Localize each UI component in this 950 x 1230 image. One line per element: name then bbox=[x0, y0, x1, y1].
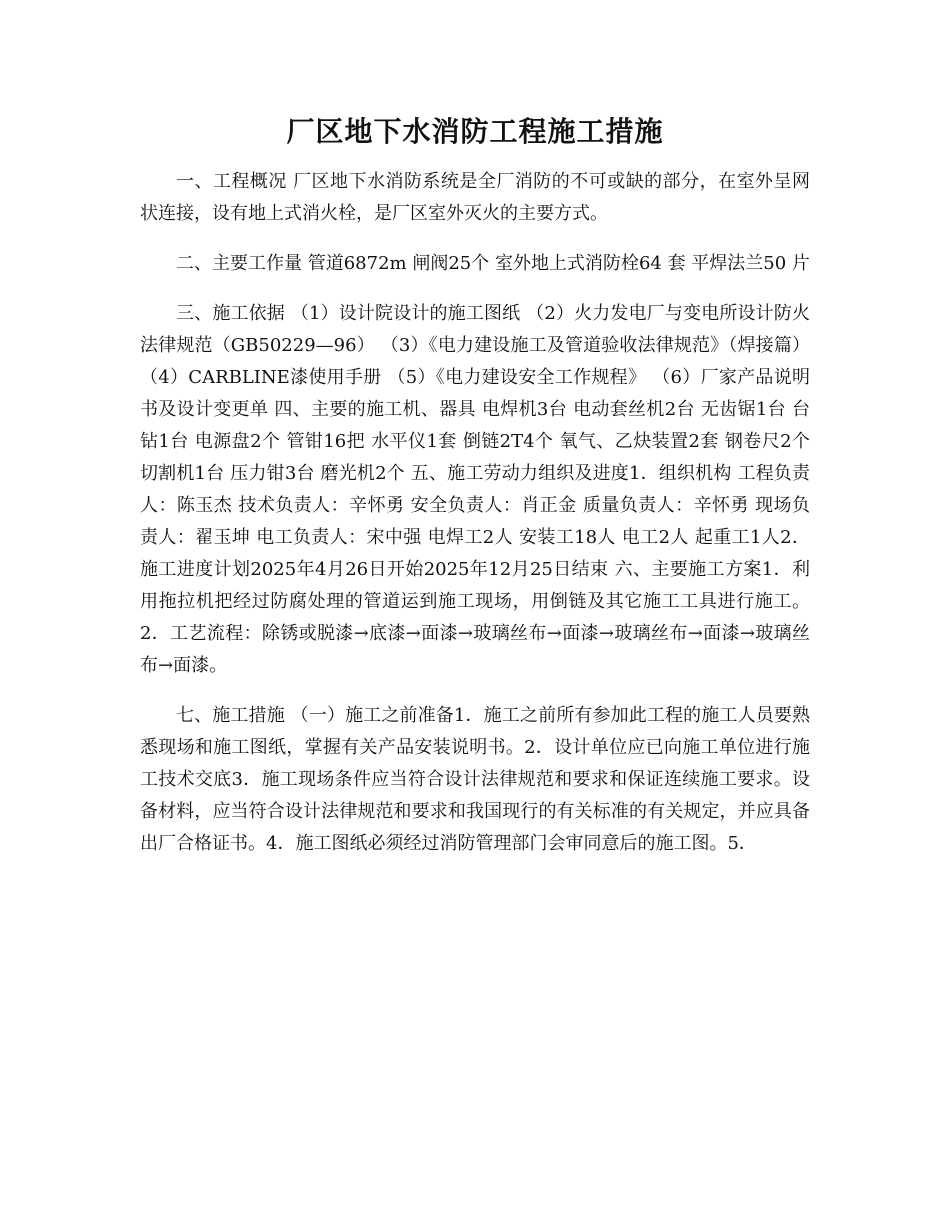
paragraph-construction-basis: 三、施工依据 （1）设计院设计的施工图纸 （2）火力发电厂与变电所设计防火法律规范（GB50229—96） （3）《电力建设施工及管道验收法律规范》（焊接篇） （4）CARBLINE漆使用手册 （5）《电力建设安全工作规程》 （6）厂家产品说明书及设计变更单 四、主要的施工机、器具 电焊机3台 电动套丝机2台 无齿锯1台 台钻1台 电源盘2个 管钳16把 水平仪1套 倒链2T4个 氧气、乙炔装置2套 钢卷尺2个 切割机1台 压力钳3台 磨光机2个 五、施工劳动力组织及进度1．组织机构 工程负责人：陈玉杰 技术负责人：辛怀勇 安全负责人：肖正金 质量负责人：辛怀勇 现场负责人：翟玉坤 电工负责人：宋中强 电焊工2人 安装工18人 电工2人 起重工1人2．施工进度计划2025年4月26日开始2025年12月25日结束 六、主要施工方案1．利用拖拉机把经过防腐处理的管道运到施工现场，用倒链及其它施工工具进行施工。2．工艺流程：除锈或脱漆→底漆→面漆→玻璃丝布→面漆→玻璃丝布→面漆→玻璃丝布→面漆。 bbox=[140, 303, 810, 676]
paragraph-project-overview: 一、工程概况 厂区地下水消防系统是全厂消防的不可或缺的部分，在室外呈网状连接，设有地上式消火栓，是厂区室外灭火的主要方式。 bbox=[140, 171, 810, 224]
document-body bbox=[140, 166, 810, 860]
paragraph-main-workload: 二、主要工作量 管道6872m 闸阀25个 室外地上式消防栓64 套 平焊法兰50 片 bbox=[176, 253, 810, 274]
document-title: 厂区地下水消防工程施工措施 bbox=[286, 115, 664, 148]
paragraph-construction-measures: 七、施工措施 （一）施工之前准备1．施工之前所有参加此工程的施工人员要熟悉现场和施工图纸，掌握有关产品安装说明书。2．设计单位应已向施工单位进行施工技术交底3．施工现场条件应当符合设计法律规范和要求和保证连续施工要求。设备材料，应当符合设计法律规范和要求和我国现行的有关标准的有关规定，并应具备出厂合格证书。4．施工图纸必须经过消防管理部门会审同意后的施工图。5． bbox=[140, 705, 810, 854]
